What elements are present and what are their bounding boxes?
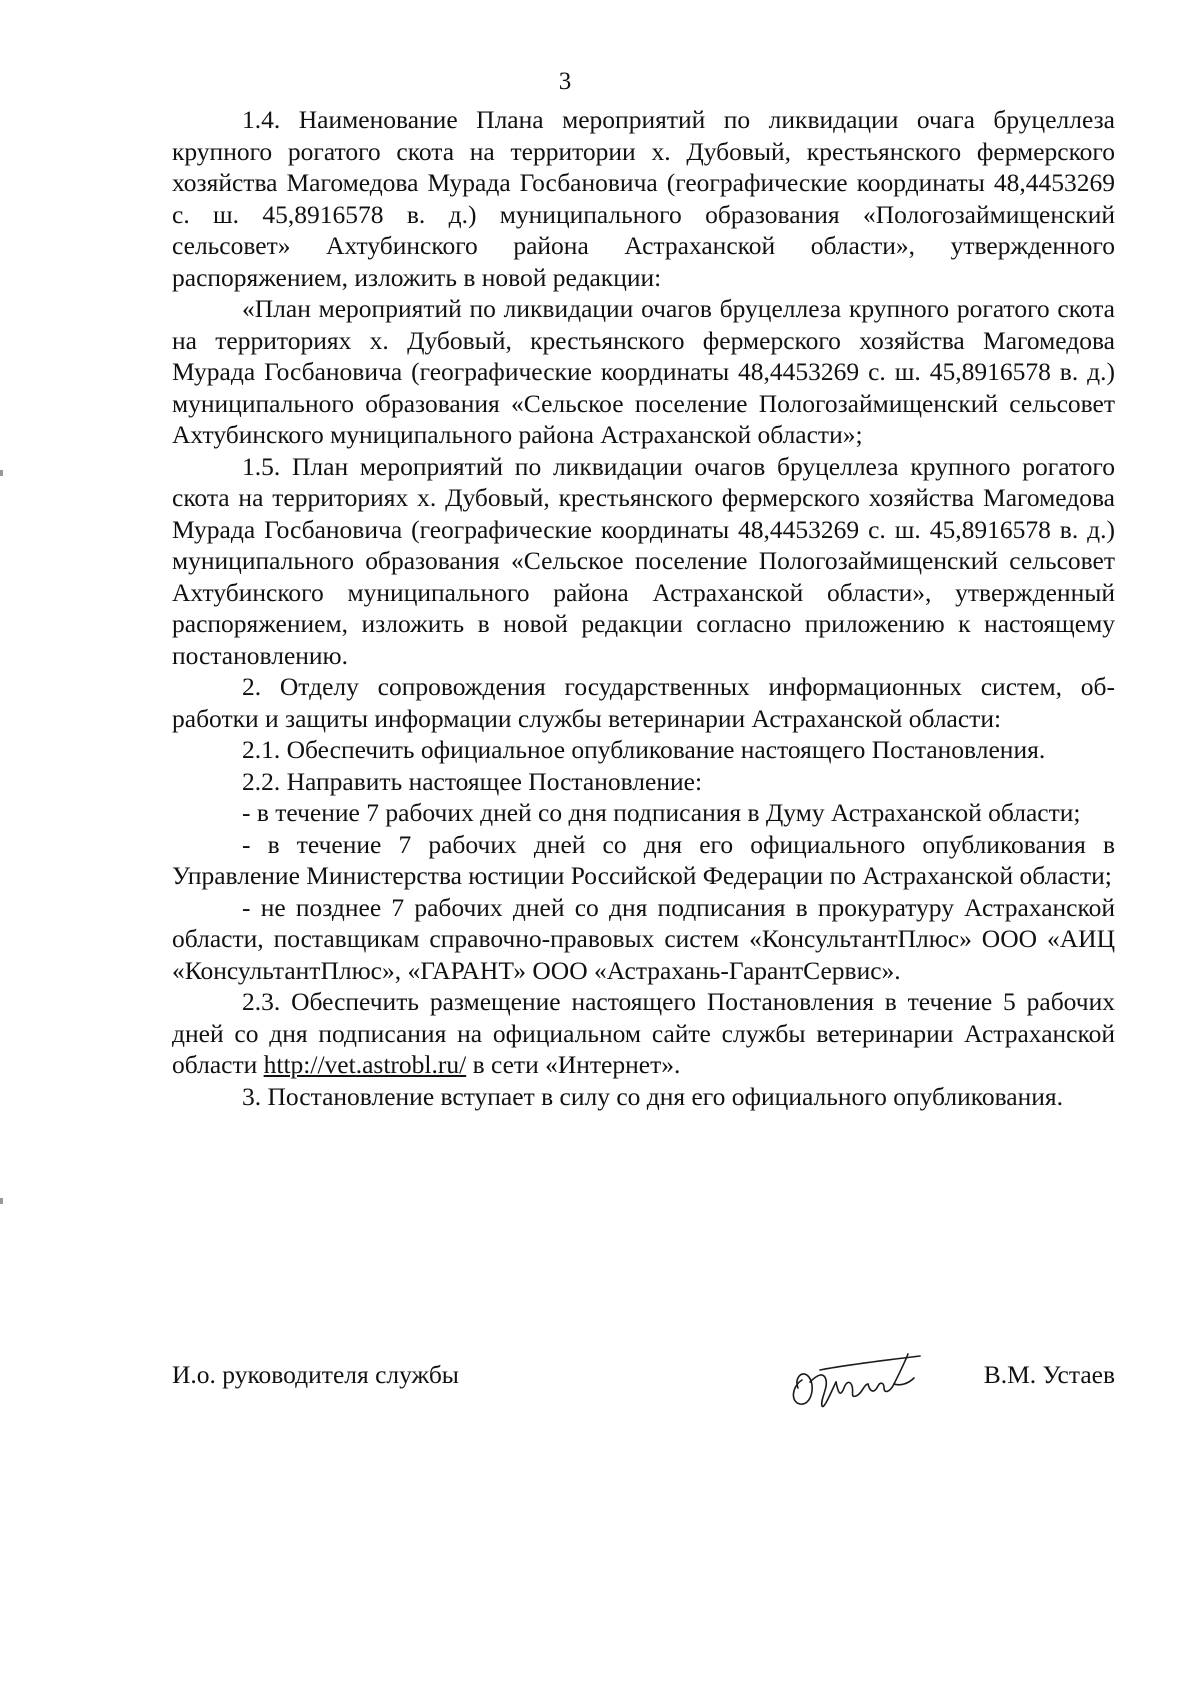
list-item-duma: - в течение 7 рабочих дней со дня подписания в Думу Астраханской области; bbox=[242, 798, 1081, 827]
scan-edge-mark bbox=[0, 470, 3, 476]
handwritten-signature-icon bbox=[780, 1340, 940, 1415]
paragraph-1-4: 1.4. Наименование Плана мероприятий по ликвидации очага бруцеллеза крупного рогатого скота на территории х. Дубовый, крестьянского фермерского хозяйства Магомедова Мурада Госбановича (географические координаты 48,4453269 с. ш. 45,8916578 в. д.) муниципального образования «Пологозаймищенский сельсовет» Ахтубинского района Астраханской области», утвержденного распоряжением, изложить в новой редакции: bbox=[172, 105, 1115, 292]
paragraph-2-2: 2.2. Направить настоящее Постановление: bbox=[242, 766, 703, 796]
website-link[interactable]: http://vet.astrobl.ru/ bbox=[263, 1050, 467, 1079]
signatory-name: В.М. Устаев bbox=[983, 1360, 1115, 1389]
paragraph-2-3-text-after: в сети «Интернет». bbox=[466, 1050, 681, 1079]
paragraph-2-3 bbox=[172, 986, 1115, 1081]
paragraph-2-3-text-before: 2.3. Обеспечить размещение настоящего Постановления в течение 5 рабочих дней со дня подписания на официальном сайте службы ветеринарии Астраханской области bbox=[172, 987, 1115, 1079]
signatory-position: И.о. руководителя службы bbox=[172, 1360, 459, 1389]
list-item-prosecutor: - не позднее 7 рабочих дней со дня подписания в прокуратуру Астраханской области, поставщикам справочно-правовых систем «КонсультантПлюс» ООО «АИЦ «КонсультантПлюс», «ГАРАНТ» ООО «Астрахань-ГарантСервис». bbox=[172, 892, 1115, 985]
page-number: 3 bbox=[558, 68, 572, 95]
document-body bbox=[172, 104, 1115, 1112]
paragraph-1-5: 1.5. План мероприятий по ликвидации очагов бруцеллеза крупного рогатого скота на территориях х. Дубовый, крестьянского фермерского хозяйства Магомедова Мурада Госбановича (географические координаты 48,4453269 с. ш. 45,8916578 в. д.) муниципального образования «Сельское поселение Пологозаймищенский сельсовет Ахтубинского муниципального района Астраханской области», утвержденный распоряжением, изложить в новой редакции согласно приложению к настоящему постановлению. bbox=[172, 451, 1115, 670]
paragraph-3: 3. Постановление вступает в силу со дня его официального опубликования. bbox=[242, 1081, 1063, 1111]
signature-block bbox=[172, 1340, 1115, 1420]
paragraph-2: 2. Отделу сопровождения государственных информационных систем, обработки и защиты информации службы ветеринарии Астраханской области: bbox=[172, 672, 1115, 733]
scan-edge-mark bbox=[0, 1198, 3, 1204]
paragraph-2-1: 2.1. Обеспечить официальное опубликование настоящего Постановления. bbox=[242, 735, 1046, 764]
list-item-ministry: - в течение 7 рабочих дней со дня его официального опубликования в Управление Министерства юстиции Российской Федерации по Астраханской области; bbox=[172, 829, 1115, 890]
paragraph-plan-title: «План мероприятий по ликвидации очагов бруцеллеза крупного рогатого скота на территориях х. Дубовый, крестьянского фермерского хозяйства Магомедова Мурада Госбановича (географические координаты 48,4453269 с. ш. 45,8916578 в. д.) муниципального образования «Сельское поселение Пологозаймищенский сельсовет Ахтубинского муниципального района Астраханской области»; bbox=[172, 294, 1115, 449]
